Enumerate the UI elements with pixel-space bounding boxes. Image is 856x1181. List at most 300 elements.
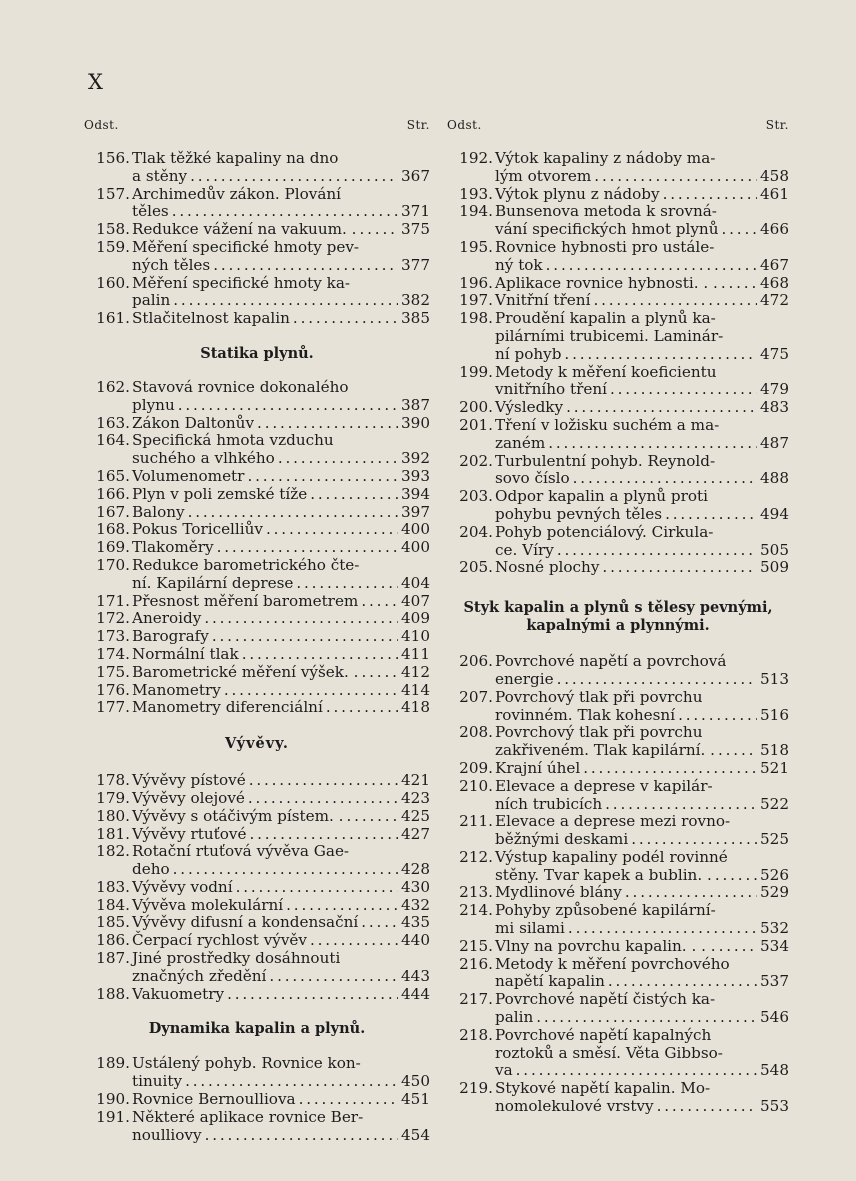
entry-number: 156.: [96, 149, 130, 167]
entry-line: pohybu pevných těles: [495, 504, 663, 523]
entry-last-line: [132, 610, 430, 628]
entry-line: napětí kapalin: [495, 972, 605, 991]
entry-line: plynu: [132, 395, 175, 414]
dot-leader: [721, 275, 757, 293]
entry-last-line: [495, 399, 789, 417]
entry-page: 367: [401, 166, 430, 185]
entry-line: Povrchové napětí kapalných: [495, 1025, 712, 1044]
entry-page: 522: [760, 794, 789, 813]
entry-number: 165.: [96, 466, 130, 485]
entry-last-line: [495, 275, 789, 293]
entry-number: 158.: [96, 220, 130, 239]
toc-entry: [84, 468, 430, 486]
entry-line: energie: [495, 669, 554, 688]
entry-number: 209.: [459, 758, 493, 777]
entry-number: 174.: [96, 644, 130, 663]
dot-leader: [172, 203, 398, 221]
entry-line: značných zředění: [132, 966, 267, 985]
entry-number: 157.: [96, 184, 130, 203]
dot-leader: [326, 699, 398, 717]
entry-last-line: [495, 346, 789, 364]
entry-line: Proudění kapalin a plynů ka-: [495, 309, 716, 328]
dot-leader: [516, 1062, 757, 1080]
toc-entry: [84, 664, 430, 682]
dot-leader: [566, 399, 757, 417]
entry-text: [132, 539, 430, 557]
entry-page: 427: [401, 824, 430, 843]
entry-last-line: [495, 707, 789, 725]
toc-entry: [84, 539, 430, 557]
toc-entry: [447, 292, 789, 310]
toc-entry: [447, 991, 789, 1027]
dot-leader: [719, 938, 757, 956]
toc-entry: [84, 150, 430, 186]
entry-line: palin: [495, 1008, 534, 1027]
entry-text: [495, 453, 789, 489]
entry-line: Tření v ložisku suchém a ma-: [495, 415, 720, 434]
toc-entry: [447, 849, 789, 885]
entry-text: [132, 950, 430, 986]
entry-line: Vývěvy olejové: [132, 788, 245, 807]
entry-text: [132, 310, 430, 328]
entry-last-line: [495, 671, 789, 689]
odst-header: Odst.: [84, 118, 119, 132]
entry-page: 385: [401, 309, 430, 328]
entry-last-line: [132, 415, 430, 433]
entry-line: tinuity: [132, 1072, 183, 1091]
entry-line: nomolekulové vrstvy: [495, 1097, 654, 1116]
entry-text: [132, 1109, 430, 1145]
entry-line: Archimedův zákon. Plování: [132, 184, 342, 203]
page-number: X: [88, 70, 103, 94]
entry-text: [495, 203, 789, 239]
entry-line: Normální tlak: [132, 644, 239, 663]
entry-number: 162.: [96, 377, 130, 396]
toc-entry: [84, 628, 430, 646]
entry-number: 202.: [459, 451, 493, 470]
entry-line: Plyn v poli zemské tíže: [132, 484, 308, 503]
entry-page: 375: [401, 220, 430, 239]
entry-last-line: [132, 1127, 430, 1145]
entry-line: Pohyby způsobené kapilární-: [495, 901, 716, 920]
entry-page: 400: [401, 538, 430, 557]
entry-text: [132, 772, 430, 790]
entry-line: Barometrické měření výšek. .: [132, 662, 359, 681]
entry-text: [495, 813, 789, 849]
toc-entry: [447, 778, 789, 814]
dot-leader: [665, 506, 757, 524]
entry-line: Povrchový tlak při povrchu: [495, 687, 703, 706]
entry-text: [495, 1027, 789, 1080]
entry-last-line: [132, 450, 430, 468]
entry-page: 414: [401, 680, 430, 699]
entry-page: 418: [401, 698, 430, 717]
dot-leader: [204, 610, 398, 628]
entry-text: [132, 486, 430, 504]
dot-leader: [663, 186, 757, 204]
entry-last-line: [495, 1098, 789, 1116]
entry-page: 430: [401, 877, 430, 896]
toc-entry: [84, 379, 430, 415]
entry-number: 172.: [96, 609, 130, 628]
toc-entry: [447, 150, 789, 186]
toc-entry: [84, 914, 430, 932]
entry-line: deho: [132, 860, 170, 879]
entry-number: 185.: [96, 913, 130, 932]
entry-page: 393: [401, 466, 430, 485]
toc-column-right: [447, 118, 789, 1116]
entry-line: Povrchové napětí čistých ka-: [495, 990, 716, 1009]
dot-leader: [583, 760, 757, 778]
entry-page: 382: [401, 291, 430, 310]
entry-text: [132, 521, 430, 539]
dot-leader: [278, 450, 398, 468]
entry-number: 195.: [459, 237, 493, 256]
toc-entry: [84, 593, 430, 611]
entry-page: 553: [760, 1097, 789, 1116]
toc-entry: [84, 879, 430, 897]
toc-entry: [447, 417, 789, 453]
toc-entry: [84, 646, 430, 664]
dot-leader: [557, 671, 757, 689]
entry-number: 175.: [96, 662, 130, 681]
entry-page: 505: [760, 540, 789, 559]
toc-block: [84, 1055, 430, 1144]
entry-number: 184.: [96, 895, 130, 914]
section-heading: Statika plynů.: [200, 344, 314, 362]
entry-text: [132, 914, 430, 932]
toc-entry: [84, 221, 430, 239]
entry-page: 546: [760, 1008, 789, 1027]
dot-leader: [249, 772, 398, 790]
entry-page: 423: [401, 788, 430, 807]
entry-text: [132, 646, 430, 664]
dot-leader: [249, 826, 398, 844]
section-heading: [447, 599, 789, 635]
dot-leader: [546, 257, 757, 275]
entry-text: [495, 275, 789, 293]
entry-number: 218.: [459, 1025, 493, 1044]
toc-entry: [84, 239, 430, 275]
entry-text: [495, 364, 789, 400]
entry-line: Specifická hmota vzduchu: [132, 431, 334, 450]
entry-number: 188.: [96, 984, 130, 1003]
entry-line: Povrchové napětí a povrchová: [495, 652, 727, 671]
toc-entry: [84, 610, 430, 628]
entry-last-line: [495, 1009, 789, 1027]
entry-line: Pokus Toricelliův: [132, 520, 263, 539]
toc-entry: [447, 364, 789, 400]
entry-line: Rovnice hybnosti pro ustále-: [495, 237, 715, 256]
entry-last-line: [132, 539, 430, 557]
entry-text: [132, 275, 430, 311]
entry-last-line: [495, 884, 789, 902]
entry-page: 451: [401, 1090, 430, 1109]
entry-line: suchého a vlhkého: [132, 449, 275, 468]
entry-text: [495, 292, 789, 310]
entry-number: 173.: [96, 627, 130, 646]
dot-leader: [310, 486, 398, 504]
dot-leader: [212, 628, 398, 646]
entry-number: 190.: [96, 1090, 130, 1109]
entry-line: Tlak těžké kapaliny na dno: [132, 149, 339, 167]
entry-number: 216.: [459, 954, 493, 973]
entry-number: 167.: [96, 502, 130, 521]
entry-number: 183.: [96, 877, 130, 896]
toc-entry: [447, 186, 789, 204]
entry-line: mi silami: [495, 919, 565, 938]
entry-last-line: [132, 932, 430, 950]
entry-number: 213.: [459, 883, 493, 902]
entry-page: 392: [401, 449, 430, 468]
entry-line: Stavová rovnice dokonalého: [132, 377, 349, 396]
entry-page: 509: [760, 558, 789, 577]
entry-text: [132, 682, 430, 700]
entry-last-line: [132, 699, 430, 717]
entry-page: 400: [401, 520, 430, 539]
entry-page: 450: [401, 1072, 430, 1091]
entry-text: [495, 760, 789, 778]
toc-block: [84, 772, 430, 1003]
entry-last-line: [132, 397, 430, 415]
entry-number: 168.: [96, 520, 130, 539]
entry-page: 532: [760, 919, 789, 938]
entry-line: Vývěva molekulární: [132, 895, 284, 914]
entry-number: 179.: [96, 788, 130, 807]
entry-last-line: [132, 879, 430, 897]
entry-text: [132, 986, 430, 1004]
entry-text: [132, 150, 430, 186]
toc-entry: [84, 1091, 430, 1109]
entry-last-line: [495, 506, 789, 524]
dot-leader: [718, 742, 757, 760]
entry-text: [132, 699, 430, 717]
toc-entry: [84, 772, 430, 790]
toc-entry: [447, 524, 789, 560]
entry-line: Vývěvy difusní a kondensační: [132, 913, 359, 932]
entry-last-line: [132, 221, 430, 239]
entry-line: Vývěvy rtuťové: [132, 824, 247, 843]
dot-leader: [257, 415, 398, 433]
dot-leader: [247, 468, 398, 486]
entry-line: Výsledky: [495, 398, 564, 417]
entry-line: Volumenometr: [132, 466, 245, 485]
entry-last-line: [132, 914, 430, 932]
entry-line: va: [495, 1061, 513, 1080]
column-header: [447, 118, 789, 150]
toc-entry: [447, 488, 789, 524]
entry-number: 214.: [459, 901, 493, 920]
toc-block: [447, 653, 789, 1116]
entry-last-line: [495, 168, 789, 186]
entry-page: 454: [401, 1125, 430, 1144]
entry-last-line: [132, 968, 430, 986]
entry-text: [132, 843, 430, 879]
entry-line: Metody k měření povrchového: [495, 954, 730, 973]
entry-text: [495, 399, 789, 417]
dot-leader: [286, 897, 398, 915]
entry-text: [495, 778, 789, 814]
entry-number: 178.: [96, 771, 130, 790]
dot-leader: [564, 346, 757, 364]
entry-number: 164.: [96, 431, 130, 450]
entry-page: 548: [760, 1061, 789, 1080]
toc-entry: [84, 897, 430, 915]
entry-line: běžnými deskami: [495, 830, 629, 849]
toc-entry: [84, 826, 430, 844]
entry-number: 212.: [459, 847, 493, 866]
dot-leader: [536, 1009, 757, 1027]
entry-number: 194.: [459, 202, 493, 221]
entry-line: Mydlinové blány: [495, 883, 622, 902]
toc-entry: [447, 884, 789, 902]
toc-entry: [84, 790, 430, 808]
entry-text: [132, 239, 430, 275]
entry-last-line: [495, 292, 789, 310]
dot-leader: [678, 707, 757, 725]
entry-text: [495, 186, 789, 204]
entry-page: 410: [401, 627, 430, 646]
entry-last-line: [495, 831, 789, 849]
entry-page: 458: [760, 166, 789, 185]
odst-header: Odst.: [447, 118, 482, 132]
entry-number: 191.: [96, 1107, 130, 1126]
dot-leader: [608, 973, 757, 991]
toc-entry: [84, 950, 430, 986]
entry-page: 529: [760, 883, 789, 902]
toc-entry: [447, 453, 789, 489]
dot-leader: [631, 831, 757, 849]
entry-text: [495, 902, 789, 938]
dot-leader: [173, 861, 398, 879]
toc-entry: [447, 902, 789, 938]
entry-text: [495, 239, 789, 275]
entry-number: 205.: [459, 558, 493, 577]
toc-entry: [84, 1055, 430, 1091]
dot-leader: [602, 559, 757, 577]
entry-line: Výtok kapaliny z nádoby ma-: [495, 149, 716, 167]
entry-page: 412: [401, 662, 430, 681]
toc-entry: [84, 932, 430, 950]
entry-last-line: [132, 664, 430, 682]
entry-last-line: [495, 920, 789, 938]
dot-leader: [557, 542, 757, 560]
entry-line: Turbulentní pohyb. Reynold-: [495, 451, 716, 470]
toc-entry: [84, 486, 430, 504]
entry-last-line: [495, 221, 789, 239]
entry-page: 472: [760, 291, 789, 310]
dot-leader: [236, 879, 398, 897]
toc-entry: [447, 724, 789, 760]
entry-last-line: [495, 938, 789, 956]
entry-number: 201.: [459, 415, 493, 434]
entry-text: [495, 559, 789, 577]
entry-last-line: [132, 292, 430, 310]
entry-line: Pohyb potenciálový. Cirkula-: [495, 522, 714, 541]
entry-page: 534: [760, 936, 789, 955]
entry-page: 425: [401, 806, 430, 825]
entry-line: ní pohyb: [495, 344, 562, 363]
dot-leader: [205, 1127, 398, 1145]
entry-last-line: [132, 646, 430, 664]
dot-leader: [361, 914, 398, 932]
dot-leader: [360, 221, 399, 239]
dot-leader: [715, 867, 757, 885]
toc-entry: [84, 275, 430, 311]
toc-entry: [84, 682, 430, 700]
toc-entry: [447, 653, 789, 689]
entry-line: Čerpací rychlost vývěv: [132, 931, 307, 950]
entry-page: 494: [760, 504, 789, 523]
entry-page: 467: [760, 255, 789, 274]
dot-leader: [721, 221, 757, 239]
entry-number: 210.: [459, 776, 493, 795]
entry-line: Metody k měření koeficientu: [495, 362, 717, 381]
entry-page: 526: [760, 865, 789, 884]
entry-text: [132, 1091, 430, 1109]
entry-text: [132, 610, 430, 628]
toc-entry: [84, 521, 430, 539]
entry-last-line: [495, 186, 789, 204]
entry-line: Měření specifické hmoty ka-: [132, 273, 351, 292]
entry-last-line: [495, 542, 789, 560]
entry-number: 186.: [96, 931, 130, 950]
toc-entry: [84, 310, 430, 328]
entry-page: 371: [401, 202, 430, 221]
entry-line: Vlny na povrchu kapalin. . . .: [495, 936, 716, 955]
entry-line: Aneroidy: [132, 609, 202, 628]
entry-line: ných těles: [132, 255, 211, 274]
entry-last-line: [495, 559, 789, 577]
entry-number: 160.: [96, 273, 130, 292]
entry-text: [132, 897, 430, 915]
entry-number: 169.: [96, 538, 130, 557]
entry-line: Aplikace rovnice hybnosti. . .: [495, 273, 718, 292]
entry-page: 525: [760, 830, 789, 849]
entry-text: [495, 417, 789, 453]
entry-text: [495, 689, 789, 725]
dot-leader: [568, 920, 757, 938]
dot-leader: [362, 664, 399, 682]
entry-last-line: [132, 504, 430, 522]
dot-leader: [190, 168, 398, 186]
entry-number: 211.: [459, 812, 493, 831]
entry-number: 207.: [459, 687, 493, 706]
toc-block: [447, 150, 789, 577]
entry-line: Vakuometry: [132, 984, 225, 1003]
entry-last-line: [132, 168, 430, 186]
entry-last-line: [132, 682, 430, 700]
entry-text: [495, 310, 789, 363]
entry-text: [132, 432, 430, 468]
entry-page: 435: [401, 913, 430, 932]
entry-text: [132, 826, 430, 844]
toc-entry: [84, 843, 430, 879]
entry-number: 187.: [96, 949, 130, 968]
entry-line: Rotační rtuťová vývěva Gae-: [132, 842, 350, 861]
entry-page: 466: [760, 220, 789, 239]
entry-page: 428: [401, 860, 430, 879]
entry-line: Přesnost měření barometrem: [132, 591, 359, 610]
section-heading: Dynamika kapalin a plynů.: [148, 1020, 366, 1038]
dot-leader: [227, 986, 398, 1004]
entry-last-line: [132, 575, 430, 593]
dot-leader: [293, 310, 398, 328]
entry-text: [132, 415, 430, 433]
entry-number: 166.: [96, 484, 130, 503]
entry-text: [495, 849, 789, 885]
entry-number: 181.: [96, 824, 130, 843]
